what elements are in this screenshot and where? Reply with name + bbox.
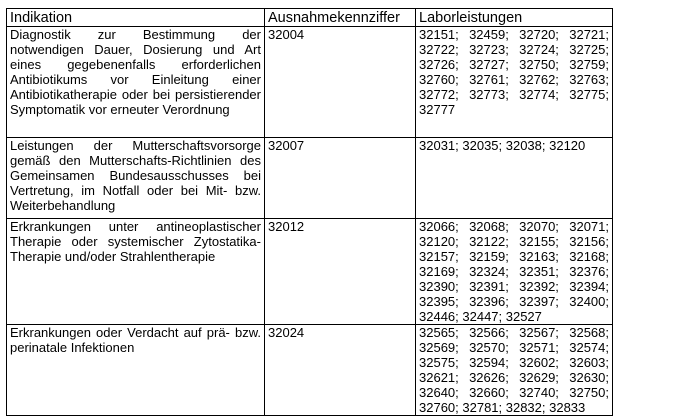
indikation-cell: Leistungen der Mutterschaftsvorsorge gemäß den Mutterschafts-Richtlinien des Gemeinsamen Bundesausschusses bei Vertretung, im Notfall oder bei Mit- bzw. Weiterbehandlung [7, 138, 265, 219]
header-indikation: Indikation [7, 9, 265, 27]
indikation-cell: Diagnostik zur Bestimmung der notwendigen Dauer, Dosierung und Art eines gegebenenfalls erforderlichen Antibiotikums vor Einleitung einer Antibiotikatherapie oder bei persistierender Symptomatik vor erneuter Verordnung [7, 27, 265, 138]
table-row [7, 138, 613, 219]
laborleistungen-cell: 32031; 32035; 32038; 32120 [416, 138, 613, 219]
table-row [7, 27, 613, 138]
kennziffer-cell: 32024 [265, 325, 416, 416]
header-ausnahmekennziffer: Ausnahmekennziffer [265, 9, 416, 27]
laborleistungen-cell: 32565; 32566; 32567; 32568; 32569; 32570; 32571; 32574; 32575; 32594; 32602; 32603; 32621; 32626; 32629; 32630; 32640; 32660; 32740; 32750; 32760; 32781; 32832; 32833 [416, 325, 613, 416]
table-row [7, 219, 613, 325]
laborleistungen-cell: 32151; 32459; 32720; 32721; 32722; 32723; 32724; 32725; 32726; 32727; 32750; 32759; 32760; 32761; 32762; 32763; 32772; 32773; 32774; 32775; 32777 [416, 27, 613, 138]
header-row [7, 9, 613, 27]
laborleistungen-table [6, 8, 613, 416]
table-row [7, 325, 613, 416]
indikation-cell: Erkrankungen unter antineoplastischer Therapie oder systemischer Zytostatika-Therapie und/oder Strahlentherapie [7, 219, 265, 325]
kennziffer-cell: 32004 [265, 27, 416, 138]
header-laborleistungen: Laborleistungen [416, 9, 613, 27]
kennziffer-cell: 32007 [265, 138, 416, 219]
indikation-cell: Erkrankungen oder Verdacht auf prä- bzw. perinatale Infektionen [7, 325, 265, 416]
kennziffer-cell: 32012 [265, 219, 416, 325]
laborleistungen-cell: 32066; 32068; 32070; 32071; 32120; 32122; 32155; 32156; 32157; 32159; 32163; 32168; 32169; 32324; 32351; 32376; 32390; 32391; 32392; 32394; 32395; 32396; 32397; 32400; 32446; 32447; 32527 [416, 219, 613, 325]
